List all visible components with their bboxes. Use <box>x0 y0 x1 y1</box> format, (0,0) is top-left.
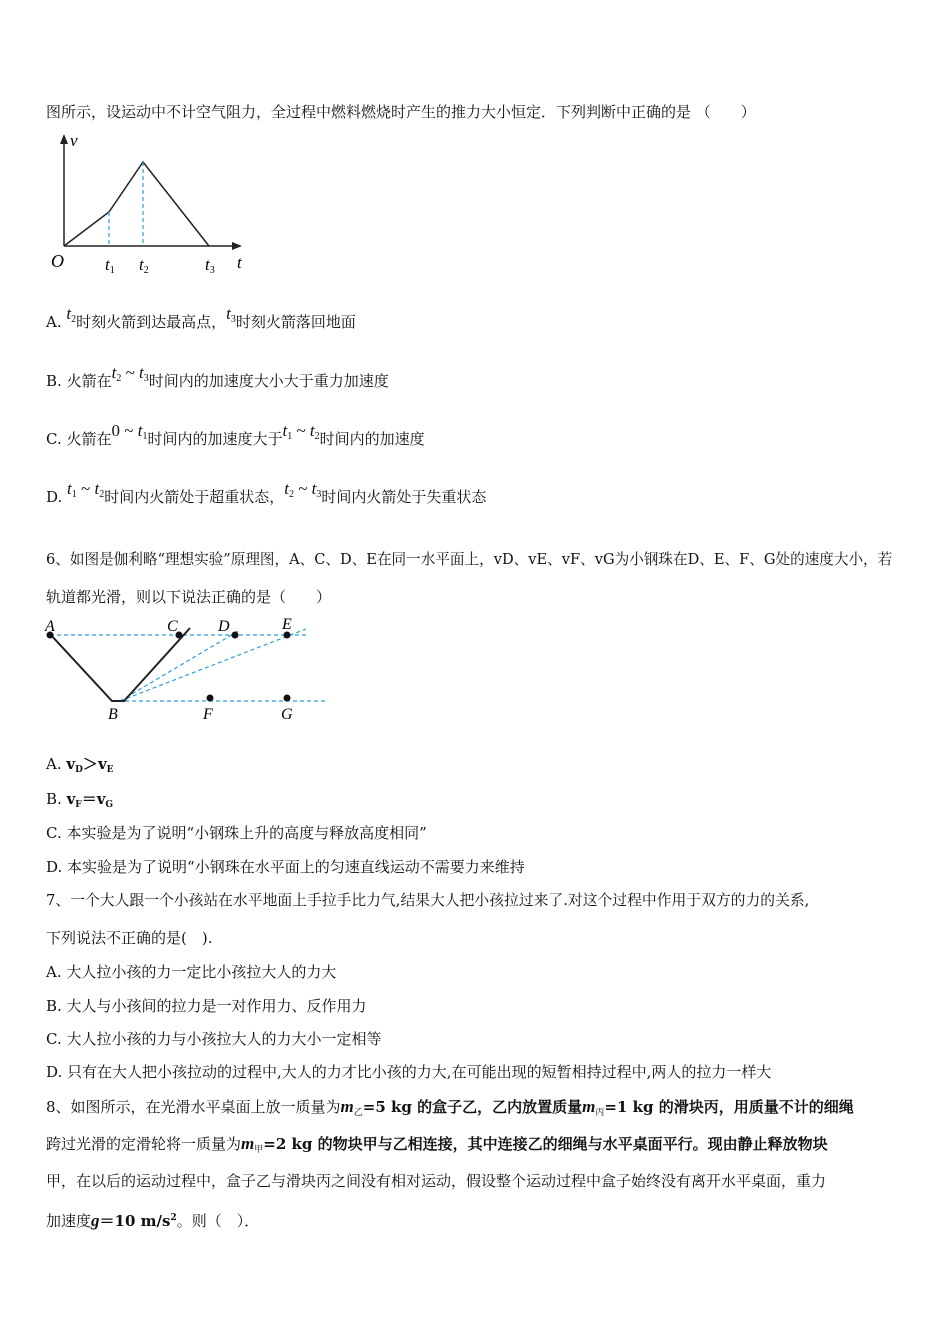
q5-option-a-label: A. <box>46 313 62 331</box>
q5-option-a-text2: 时刻火箭落回地面 <box>235 313 356 331</box>
q6-stem-line1: 6、如图是伽利略“理想实验”原理图，A、C、D、E在同一水平面上，vD、vE、vF、vG为小钢珠在D、E、F、G处的速度大小，若 <box>46 551 893 568</box>
q5-vt-graph <box>44 128 254 278</box>
q6-label-e: E <box>282 616 292 633</box>
q5-stem: 图所示，设运动中不计空气阻力，全过程中燃料燃烧时产生的推力大小恒定．下列判断中正确的是 （ ） <box>46 103 756 121</box>
q7-option-b[interactable]: B. 大人与小孩间的拉力是一对作用力、反作用力 <box>46 997 367 1015</box>
q8-line4: 加速度g＝10 $m/s^2$。则（ ）． <box>46 1211 260 1230</box>
q7-option-a[interactable]: A. 大人拉小孩的力一定比小孩拉大人的力大 <box>46 963 337 981</box>
q5-v-axis-arrow <box>60 134 68 144</box>
q6-option-c[interactable]: C. 本实验是为了说明“小钢珠上升的高度与释放高度相同” <box>46 824 427 842</box>
q6-slope-to-d <box>120 630 240 701</box>
q6-stem-line2: 轨道都光滑，则以下说法正确的是（ ） <box>46 588 332 606</box>
q6-label-a: A <box>45 618 55 635</box>
q5-t1-sub: 1 <box>109 265 115 276</box>
q5-axis-t-label: t <box>237 253 242 272</box>
q5-option-a[interactable]: A. $t_2$时刻火箭到达最高点，$t_3$时刻火箭落回地面 <box>46 304 356 331</box>
q6-slope-to-e <box>120 629 306 701</box>
q6-label-f: F <box>203 706 213 723</box>
q5-t-axis-arrow <box>232 242 242 250</box>
q5-axis-v-label: v <box>70 131 78 150</box>
q7-stem-line2: 下列说法不正确的是( ). <box>46 929 213 947</box>
q6-label-b: B <box>108 706 118 723</box>
q7-stem-line1: 7、一个大人跟一个小孩站在水平地面上手拉手比力气,结果大人把小孩拉过来了.对这个过程中作用于双方的力的关系, <box>46 892 810 909</box>
q5-option-c[interactable]: C. 火箭在0 ~ $t_1$时间内的加速度大于$t_1$ ~ $t_2$时间内的加速度 <box>46 421 425 448</box>
q6-label-c: C <box>167 618 178 635</box>
q6-point-f <box>207 695 214 702</box>
q8-line3: 甲，在以后的运动过程中，盒子乙与滑块丙之间没有相对运动，假设整个运动过程中盒子始终没有离开水平桌面，重力 <box>46 1172 827 1190</box>
q5-t2-label: t <box>139 255 144 274</box>
svg-text:t2 <box>139 255 149 276</box>
q6-label-g: G <box>281 706 293 723</box>
q6-galileo-diagram <box>40 612 330 727</box>
q5-v-curve <box>64 162 209 246</box>
svg-text:t1 <box>105 255 115 276</box>
q5-origin-label: O <box>51 251 64 271</box>
q7-option-d[interactable]: D. 只有在大人把小孩拉动的过程中,大人的力才比小孩的力大,在可能出现的短暂相持过程中,两人的拉力一样大 <box>46 1063 772 1081</box>
q5-t3-label: t <box>205 255 210 274</box>
q6-option-a[interactable]: A. $v_D>v_E$ <box>46 755 114 775</box>
q6-point-g <box>284 695 291 702</box>
q6-track <box>50 628 190 701</box>
q7-option-c[interactable]: C. 大人拉小孩的力与小孩拉大人的力大小一定相等 <box>46 1030 382 1048</box>
q5-option-d[interactable]: D. $t_1$ ~ $t_2$时间内火箭处于超重状态，$t_2$ ~ $t_3$时间内火箭处于失重状态 <box>46 479 487 506</box>
q8-line2: 跨过光滑的定滑轮将一质量为$m_甲=2$ kg 的物块甲与乙相连接，其中连接乙的细绳与水平桌面平行。现由静止释放物块 <box>46 1134 828 1155</box>
q8-line1: 8、如图所示，在光滑水平桌面上放一质量为$m_乙=5$ kg 的盒子乙，乙内放置质量$m_丙=1$ kg 的滑块丙，用质量不计的细绳 <box>46 1097 854 1118</box>
q6-option-d[interactable]: D. 本实验是为了说明“小钢珠在水平面上的匀速直线运动不需要力来维持 <box>46 858 525 876</box>
q5-t3-sub: 3 <box>209 265 215 276</box>
svg-text:t3 <box>205 255 215 276</box>
q5-t2-sub: 2 <box>143 265 149 276</box>
q6-label-d: D <box>218 618 230 635</box>
q5-option-b-text: 时间内的加速度大小大于重力加速度 <box>148 372 389 390</box>
q6-option-b[interactable]: B. $v_F=v_G$ <box>46 790 114 810</box>
q5-option-a-text1: 时刻火箭到达最高点， <box>76 313 227 331</box>
q5-t1-label: t <box>105 255 110 274</box>
q5-option-b[interactable]: B. 火箭在$t_2$ ~ $t_3$时间内的加速度大小大于重力加速度 <box>46 363 389 390</box>
q6-point-d <box>232 632 239 639</box>
